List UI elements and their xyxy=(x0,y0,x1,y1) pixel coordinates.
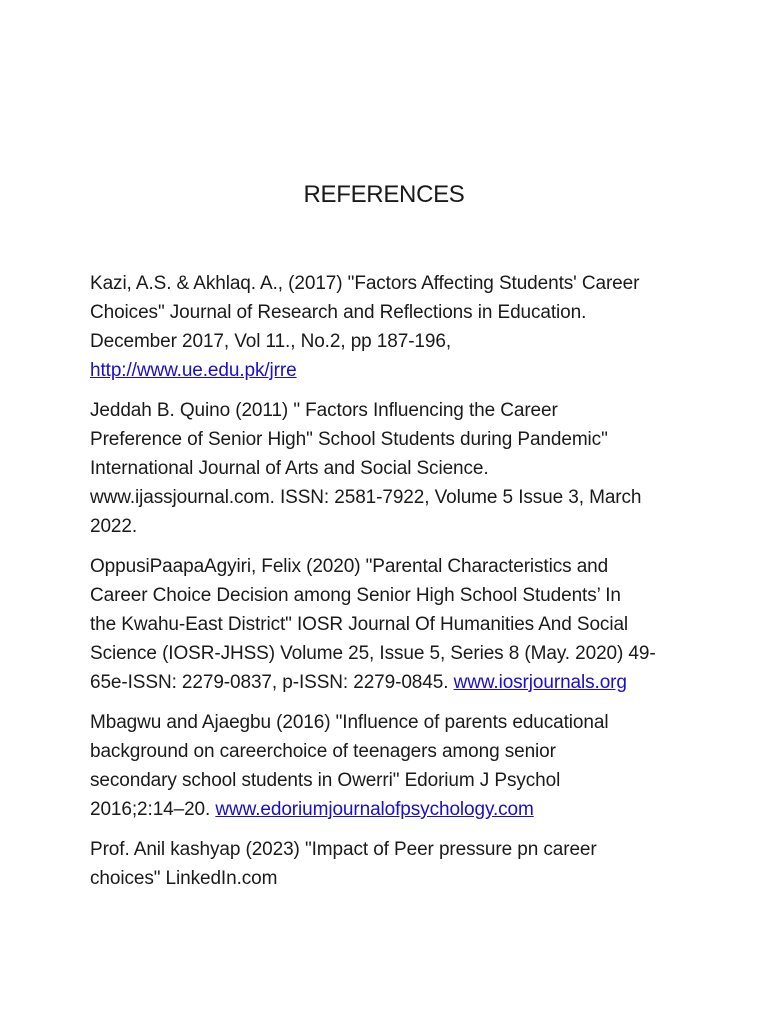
reference-text: Mbagwu and Ajaegbu (2016) "Influence of parents educational xyxy=(90,712,609,733)
reference-item xyxy=(90,708,690,824)
reference-item xyxy=(90,552,690,697)
page-title: REFERENCES xyxy=(303,181,465,208)
reference-text: Career Choice Decision among Senior High School Students’ In xyxy=(90,585,621,606)
reference-text: www.ijassjournal.com. ISSN: 2581-7922, Volume 5 Issue 3, March xyxy=(90,487,642,508)
reference-text: Preference of Senior High" School Students during Pandemic" xyxy=(90,429,608,450)
reference-text: December 2017, Vol 11., No.2, pp 187-196, xyxy=(90,331,452,352)
reference-text: the Kwahu-East District" IOSR Journal Of Humanities And Social xyxy=(90,614,629,635)
reference-text: secondary school students in Owerri" Edorium J Psychol xyxy=(90,770,561,791)
reference-text: Prof. Anil kashyap (2023) "Impact of Peer pressure pn career xyxy=(90,839,597,860)
reference-text: choices" LinkedIn.com xyxy=(90,868,278,889)
reference-link[interactable]: http://www.ue.edu.pk/jrre xyxy=(90,360,297,381)
reference-text: OppusiPaapaAgyiri, Felix (2020) "Parental Characteristics and xyxy=(90,556,609,577)
reference-link[interactable]: www.iosrjournals.org xyxy=(453,672,627,693)
reference-item xyxy=(90,835,690,893)
reference-text: International Journal of Arts and Social Science. xyxy=(90,458,489,479)
reference-link[interactable]: www.edoriumjournalofpsychology.com xyxy=(215,799,534,820)
reference-item xyxy=(90,396,690,541)
reference-text: Jeddah B. Quino (2011) " Factors Influencing the Career xyxy=(90,400,558,421)
reference-text: Choices" Journal of Research and Reflections in Education. xyxy=(90,302,587,323)
reference-text: background on careerchoice of teenagers among senior xyxy=(90,741,556,762)
reference-text: Science (IOSR-JHSS) Volume 25, Issue 5, Series 8 (May. 2020) 49- xyxy=(90,643,656,664)
reference-text: 2022. xyxy=(90,516,138,537)
reference-text: Kazi, A.S. & Akhlaq. A., (2017) "Factors Affecting Students' Career xyxy=(90,273,640,294)
reference-text: 65e-ISSN: 2279-0837, p-ISSN: 2279-0845. xyxy=(90,672,449,693)
reference-text: 2016;2:14–20. xyxy=(90,799,216,820)
reference-item xyxy=(90,269,690,385)
reference-list xyxy=(90,269,690,904)
